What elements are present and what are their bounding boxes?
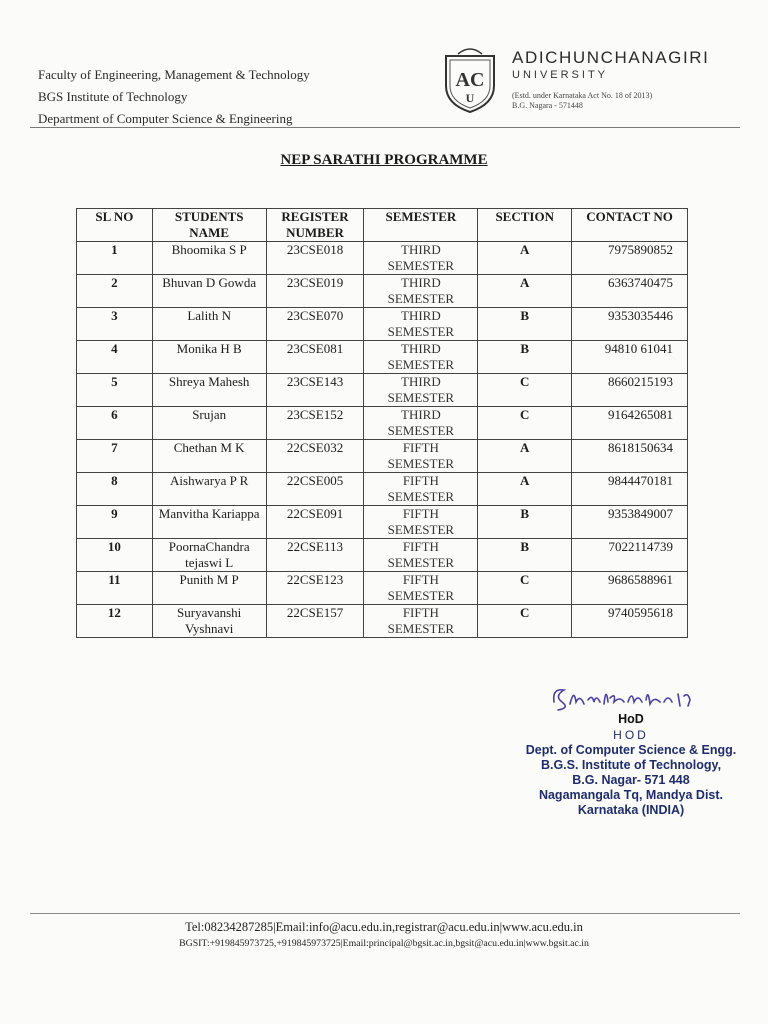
col-header-sl-no: SL NO xyxy=(77,209,153,242)
sl-no-cell: 7 xyxy=(77,440,153,473)
register-number-cell: 22CSE123 xyxy=(266,572,364,605)
section-cell: B xyxy=(478,308,572,341)
register-number-cell: 23CSE070 xyxy=(266,308,364,341)
stamp-title: HOD xyxy=(613,728,649,742)
student-name-cell: Srujan xyxy=(152,407,266,440)
register-number-cell: 22CSE113 xyxy=(266,539,364,572)
sl-no-cell: 2 xyxy=(77,275,153,308)
university-title-block xyxy=(512,48,710,111)
student-name-cell: Aishwarya P R xyxy=(152,473,266,506)
stamp-line-5: Karnataka (INDIA) xyxy=(577,803,685,817)
sl-no-cell: 3 xyxy=(77,308,153,341)
col-header-student-name: STUDENTS NAME xyxy=(152,209,266,242)
register-number-cell: 23CSE143 xyxy=(266,374,364,407)
student-name-cell: Bhoomika S P xyxy=(152,242,266,275)
university-word: UNIVERSITY xyxy=(512,69,609,81)
hod-stamp xyxy=(500,712,762,818)
contact-no-cell: 6363740475 xyxy=(572,275,688,308)
student-name-cell: Monika H B xyxy=(152,341,266,374)
semester-cell: FIFTH SEMESTER xyxy=(364,605,478,638)
sl-no-cell: 4 xyxy=(77,341,153,374)
student-name-cell: Chethan M K xyxy=(152,440,266,473)
col-header-register-number: REGISTER NUMBER xyxy=(266,209,364,242)
hod-signature xyxy=(548,680,738,714)
sl-no-cell: 6 xyxy=(77,407,153,440)
table-row xyxy=(77,275,688,308)
semester-cell: THIRD SEMESTER xyxy=(364,242,478,275)
contact-no-cell: 94810 61041 xyxy=(572,341,688,374)
contact-no-cell: 8618150634 xyxy=(572,440,688,473)
col-header-semester: SEMESTER xyxy=(364,209,478,242)
stamp-line-4: Nagamangala Tq, Mandya Dist. xyxy=(538,788,724,802)
semester-cell: THIRD SEMESTER xyxy=(364,341,478,374)
sl-no-cell: 9 xyxy=(77,506,153,539)
student-name-cell: Bhuvan D Gowda xyxy=(152,275,266,308)
table-row xyxy=(77,605,688,638)
sl-no-cell: 1 xyxy=(77,242,153,275)
svg-text:U: U xyxy=(465,91,475,105)
contact-no-cell: 9844470181 xyxy=(572,473,688,506)
table-row xyxy=(77,506,688,539)
footer-divider xyxy=(30,913,740,914)
student-name-cell: Shreya Mahesh xyxy=(152,374,266,407)
sl-no-cell: 5 xyxy=(77,374,153,407)
col-header-section: SECTION xyxy=(478,209,572,242)
stamp-line-3: B.G. Nagar- 571 448 xyxy=(572,773,690,787)
student-name-cell: Lalith N xyxy=(152,308,266,341)
student-table xyxy=(76,208,688,638)
register-number-cell: 23CSE152 xyxy=(266,407,364,440)
estd-line-2: B.G. Nagara - 571448 xyxy=(512,101,583,110)
student-name-cell: PoornaChandra tejaswi L xyxy=(152,539,266,572)
table-row xyxy=(77,242,688,275)
letterhead-institution xyxy=(38,64,310,130)
section-cell: A xyxy=(478,440,572,473)
stamp-line-2: B.G.S. Institute of Technology, xyxy=(540,758,722,772)
student-name-cell: Suryavanshi Vyshnavi xyxy=(152,605,266,638)
svg-text:AC: AC xyxy=(455,69,485,91)
semester-cell: THIRD SEMESTER xyxy=(364,308,478,341)
section-cell: B xyxy=(478,341,572,374)
semester-cell: THIRD SEMESTER xyxy=(364,407,478,440)
faculty-name: Faculty of Engineering, Management & Technology xyxy=(38,67,310,82)
table-row xyxy=(77,473,688,506)
acu-crest-logo-icon xyxy=(438,46,502,114)
contact-no-cell: 9740595618 xyxy=(572,605,688,638)
department-name: Department of Computer Science & Engineering xyxy=(38,111,293,126)
register-number-cell: 22CSE157 xyxy=(266,605,364,638)
estd-line-1: (Estd. under Karnataka Act No. 18 of 2013) xyxy=(512,91,653,100)
semester-cell: FIFTH SEMESTER xyxy=(364,440,478,473)
sl-no-cell: 10 xyxy=(77,539,153,572)
contact-no-cell: 7975890852 xyxy=(572,242,688,275)
col-header-contact-no: CONTACT NO xyxy=(572,209,688,242)
semester-cell: THIRD SEMESTER xyxy=(364,374,478,407)
sl-no-cell: 8 xyxy=(77,473,153,506)
header-divider xyxy=(30,127,740,128)
contact-no-cell: 8660215193 xyxy=(572,374,688,407)
student-name-cell: Punith M P xyxy=(152,572,266,605)
footer-contact-acu: Tel:08234287285|Email:info@acu.edu.in,registrar@acu.edu.in|www.acu.edu.in xyxy=(185,920,583,934)
contact-no-cell: 9686588961 xyxy=(572,572,688,605)
semester-cell: FIFTH SEMESTER xyxy=(364,539,478,572)
contact-no-cell: 9353849007 xyxy=(572,506,688,539)
register-number-cell: 22CSE032 xyxy=(266,440,364,473)
semester-cell: THIRD SEMESTER xyxy=(364,275,478,308)
register-number-cell: 23CSE018 xyxy=(266,242,364,275)
section-cell: C xyxy=(478,572,572,605)
table-row xyxy=(77,308,688,341)
table-row xyxy=(77,572,688,605)
university-name: ADICHUNCHANAGIRI xyxy=(512,48,710,67)
table-row xyxy=(77,341,688,374)
contact-no-cell: 9164265081 xyxy=(572,407,688,440)
section-cell: B xyxy=(478,539,572,572)
institute-name: BGS Institute of Technology xyxy=(38,89,188,104)
register-number-cell: 22CSE005 xyxy=(266,473,364,506)
contact-no-cell: 7022114739 xyxy=(572,539,688,572)
semester-cell: FIFTH SEMESTER xyxy=(364,506,478,539)
semester-cell: FIFTH SEMESTER xyxy=(364,572,478,605)
table-row xyxy=(77,374,688,407)
section-cell: C xyxy=(478,374,572,407)
hod-label: HoD xyxy=(618,712,644,726)
register-number-cell: 23CSE081 xyxy=(266,341,364,374)
student-name-cell: Manvitha Kariappa xyxy=(152,506,266,539)
table-row xyxy=(77,440,688,473)
table-row xyxy=(77,407,688,440)
sl-no-cell: 11 xyxy=(77,572,153,605)
section-cell: B xyxy=(478,506,572,539)
section-cell: A xyxy=(478,242,572,275)
register-number-cell: 23CSE019 xyxy=(266,275,364,308)
table-header-row xyxy=(77,209,688,242)
contact-no-cell: 9353035446 xyxy=(572,308,688,341)
stamp-line-1: Dept. of Computer Science & Engg. xyxy=(525,743,737,757)
sl-no-cell: 12 xyxy=(77,605,153,638)
footer-contact-bgsit: BGSIT:+919845973725,+919845973725|Email:principal@bgsit.ac.in,bgsit@acu.edu.in|www.bgsit.ac.in xyxy=(179,938,589,949)
document-title: NEP SARATHI PROGRAMME xyxy=(280,152,488,168)
register-number-cell: 22CSE091 xyxy=(266,506,364,539)
table-body xyxy=(77,242,688,638)
table-row xyxy=(77,539,688,572)
section-cell: C xyxy=(478,605,572,638)
section-cell: C xyxy=(478,407,572,440)
semester-cell: FIFTH SEMESTER xyxy=(364,473,478,506)
section-cell: A xyxy=(478,473,572,506)
section-cell: A xyxy=(478,275,572,308)
